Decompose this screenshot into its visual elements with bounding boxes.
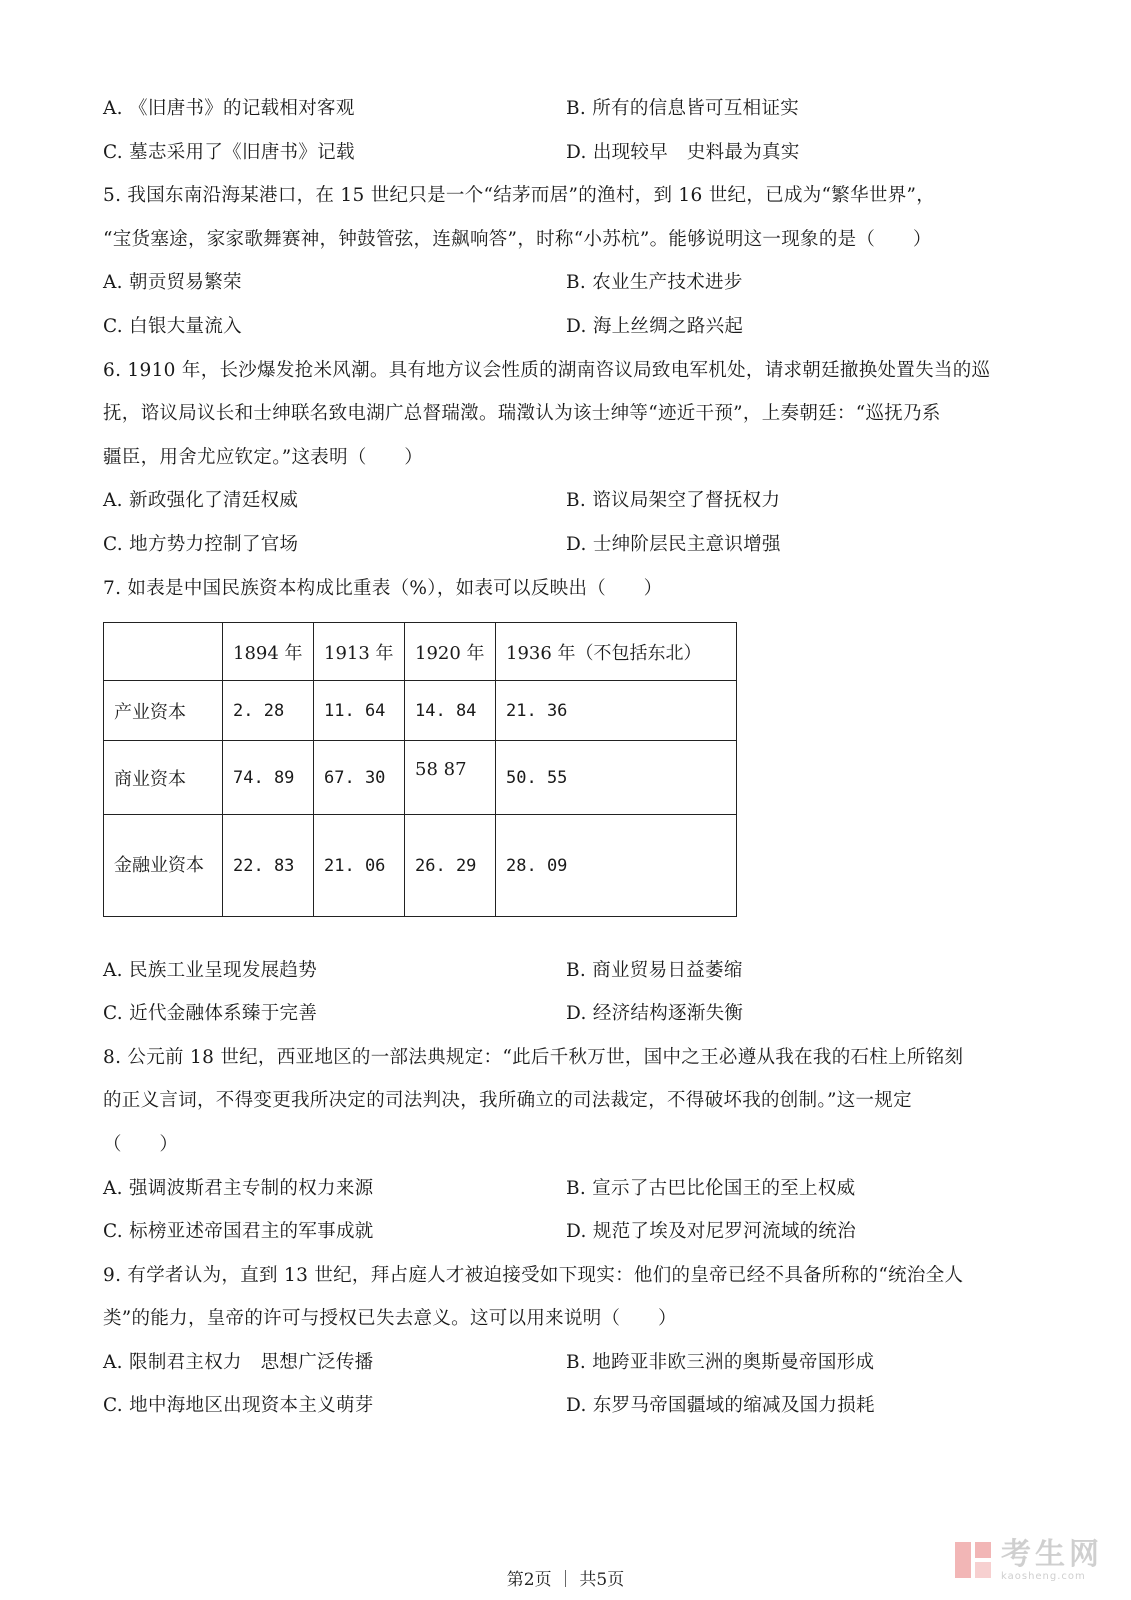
q6-option-d: D. 士绅阶层民主意识增强 xyxy=(566,534,781,555)
table-header-cell: 1913 年 xyxy=(314,623,405,681)
table-cell: 11. 64 xyxy=(314,681,405,741)
table-cell: 67. 30 xyxy=(314,741,405,815)
q5-option-a: A. 朝贡贸易繁荣 xyxy=(103,272,242,293)
q9-stem-line-2: 类”的能力，皇帝的许可与授权已失去意义。这可以用来说明（ ） xyxy=(103,1308,677,1329)
table-row xyxy=(104,815,737,917)
q8-stem-line-1: 8. 公元前 18 世纪，西亚地区的一部法典规定：“此后千秋万世，国中之王必遵从我在我的石柱上所铭刻 xyxy=(103,1047,964,1068)
q9-option-a: A. 限制君主权力 思想广泛传播 xyxy=(103,1352,374,1373)
table-cell xyxy=(405,741,496,815)
q4-option-a: A. 《旧唐书》的记载相对客观 xyxy=(103,98,355,119)
table-header-cell xyxy=(104,623,223,681)
table-header-cell: 1936 年（不包括东北） xyxy=(496,623,737,681)
table-header-row xyxy=(104,623,737,681)
table-cell: 21. 36 xyxy=(496,681,737,741)
table-row-label: 金融业资本 xyxy=(104,815,223,917)
table-cell: 74. 89 xyxy=(223,741,314,815)
table-cell: 50. 55 xyxy=(496,741,737,815)
table-row-label: 商业资本 xyxy=(104,741,223,815)
q5-stem-line-2: “宝货塞途，家家歌舞赛神，钟鼓管弦，连飙响答”，时称“小苏杭”。能够说明这一现象的是（ ） xyxy=(103,229,932,250)
q5-option-d: D. 海上丝绸之路兴起 xyxy=(566,316,744,337)
page-footer: 第2页 ｜ 共5页 xyxy=(506,1570,625,1590)
watermark-url: kaosheng.com xyxy=(1001,1570,1086,1582)
table-cell-text: 58 87 xyxy=(415,759,467,780)
watermark-name: 考生网 xyxy=(1001,1536,1103,1572)
table-row-label: 产业资本 xyxy=(104,681,223,741)
q4-option-b: B. 所有的信息皆可互相证实 xyxy=(566,98,800,119)
q6-option-b: B. 谘议局架空了督抚权力 xyxy=(566,490,781,511)
table-header-cell: 1920 年 xyxy=(405,623,496,681)
q9-option-c: C. 地中海地区出现资本主义萌芽 xyxy=(103,1395,374,1416)
q6-stem-line-3: 疆臣，用舍尤应钦定。”这表明（ ） xyxy=(103,447,424,468)
q9-stem-line-1: 9. 有学者认为，直到 13 世纪，拜占庭人才被迫接受如下现实：他们的皇帝已经不具备所称的“统治全人 xyxy=(103,1265,964,1286)
q6-stem-line-1: 6. 1910 年，长沙爆发抢米风潮。具有地方议会性质的湖南咨议局致电军机处，请求朝廷撤换处置失当的巡 xyxy=(103,360,991,381)
q8-stem-line-3: （ ） xyxy=(103,1134,179,1155)
table-header-cell: 1894 年 xyxy=(223,623,314,681)
table-row xyxy=(104,681,737,741)
table-cell: 22. 83 xyxy=(223,815,314,917)
q7-stem: 7. 如表是中国民族资本构成比重表（%），如表可以反映出（ ） xyxy=(103,578,663,599)
q9-option-b: B. 地跨亚非欧三洲的奥斯曼帝国形成 xyxy=(566,1352,875,1373)
q5-option-b: B. 农业生产技术进步 xyxy=(566,272,743,293)
q8-option-b: B. 宣示了古巴比伦国王的至上权威 xyxy=(566,1178,856,1199)
table-row xyxy=(104,741,737,815)
q4-option-d: D. 出现较早 史料最为真实 xyxy=(566,142,800,163)
q6-stem-line-2: 抚，谘议局议长和士绅联名致电湖广总督瑞澂。瑞澂认为该士绅等“迹近干预”，上奏朝廷：“巡抚乃系 xyxy=(103,403,941,424)
q5-stem-line-1: 5. 我国东南沿海某港口，在 15 世纪只是一个“结茅而居”的渔村，到 16 世纪，已成为“繁华世界”， xyxy=(103,185,936,206)
table-cell: 14. 84 xyxy=(405,681,496,741)
q9-option-d: D. 东罗马帝国疆域的缩减及国力损耗 xyxy=(566,1395,875,1416)
q8-option-a: A. 强调波斯君主专制的权力来源 xyxy=(103,1178,374,1199)
q6-option-c: C. 地方势力控制了官场 xyxy=(103,534,299,555)
q8-option-c: C. 标榜亚述帝国君主的军事成就 xyxy=(103,1221,374,1242)
q7-option-c: C. 近代金融体系臻于完善 xyxy=(103,1003,318,1024)
q7-option-a: A. 民族工业呈现发展趋势 xyxy=(103,960,318,981)
capital-composition-table xyxy=(103,622,737,917)
q8-option-d: D. 规范了埃及对尼罗河流域的统治 xyxy=(566,1221,857,1242)
q4-option-c: C. 墓志采用了《旧唐书》记载 xyxy=(103,142,355,163)
table-cell: 2. 28 xyxy=(223,681,314,741)
table-cell: 28. 09 xyxy=(496,815,737,917)
q8-stem-line-2: 的正义言词，不得变更我所决定的司法判决，我所确立的司法裁定，不得破坏我的创制。”这一规定 xyxy=(103,1090,912,1111)
table-cell: 21. 06 xyxy=(314,815,405,917)
q5-option-c: C. 白银大量流入 xyxy=(103,316,242,337)
table-cell: 26. 29 xyxy=(405,815,496,917)
q7-option-b: B. 商业贸易日益萎缩 xyxy=(566,960,743,981)
q6-option-a: A. 新政强化了清廷权威 xyxy=(103,490,299,511)
q7-option-d: D. 经济结构逐渐失衡 xyxy=(566,1003,744,1024)
